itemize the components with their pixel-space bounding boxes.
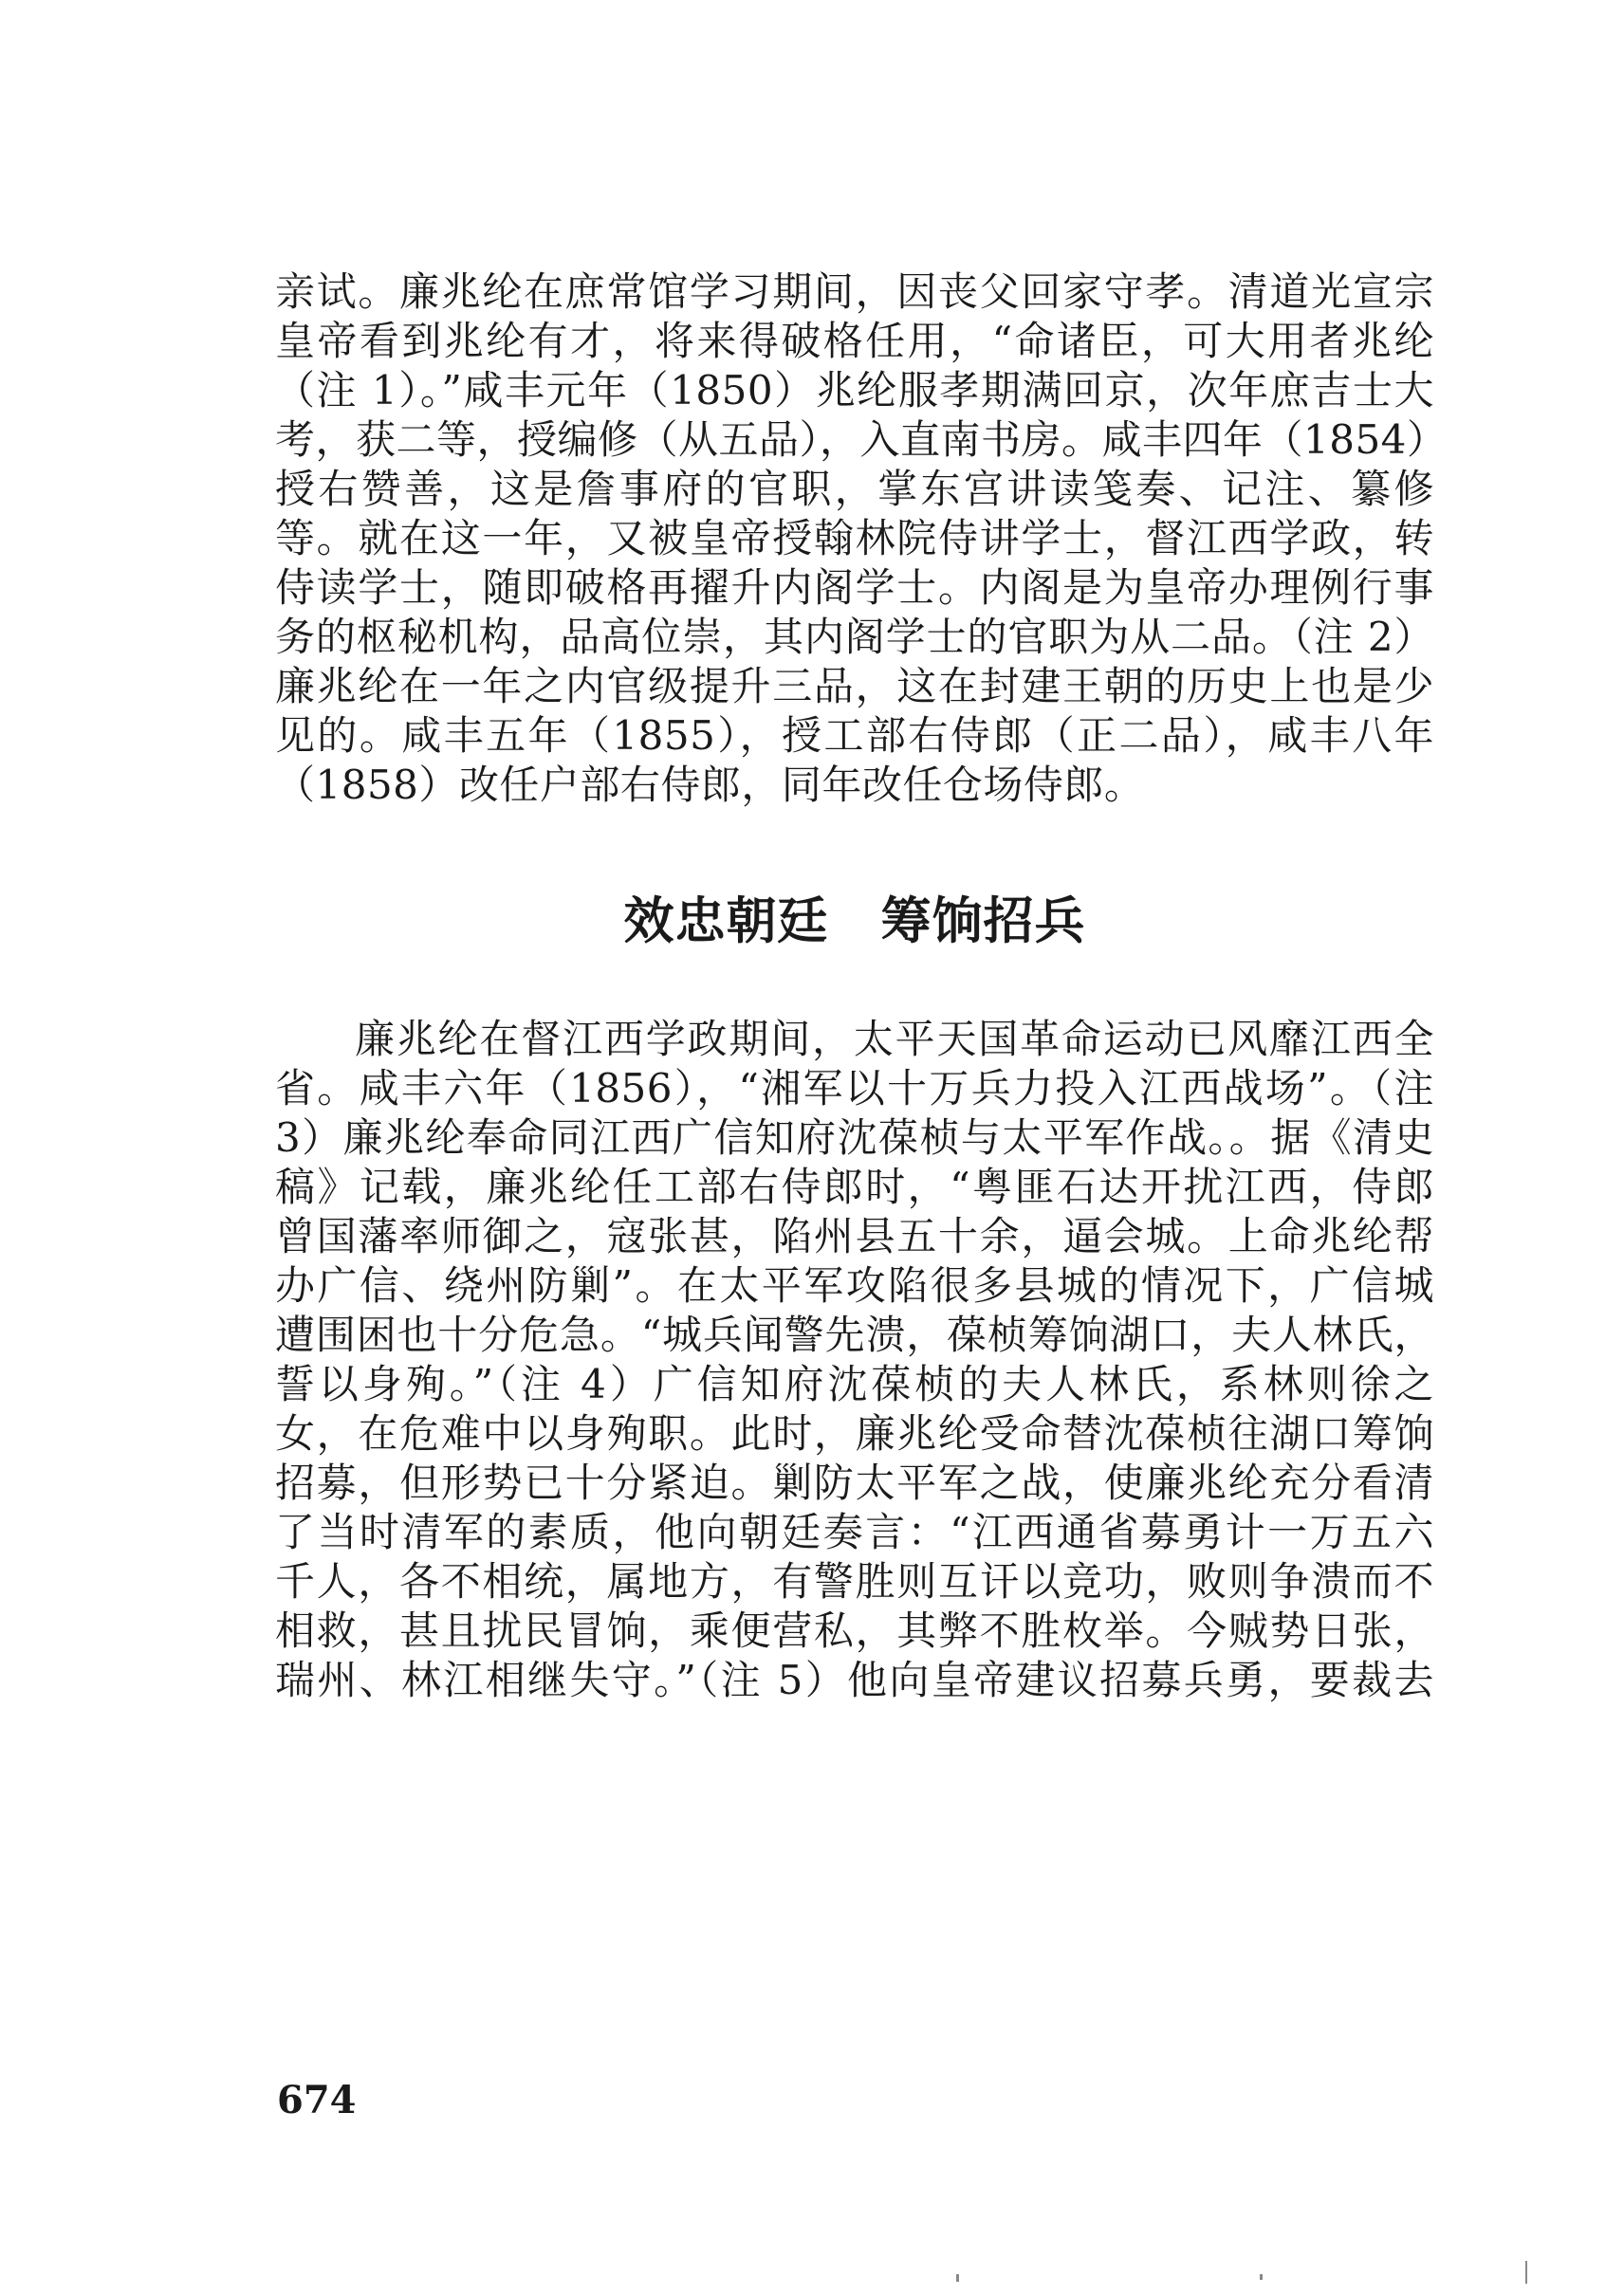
text-line: 遭围困也十分危急。“城兵闻警先溃，葆桢筹饷湖口，夫人林氏， [275, 1312, 1434, 1358]
text-line: 务的枢秘机构，品高位崇，其内阁学士的官职为从二品。（注 2） [275, 614, 1434, 660]
text-line: 廉兆纶在一年之内官级提升三品，这在封建王朝的历史上也是少 [275, 663, 1434, 709]
text-line: 亲试。廉兆纶在庶常馆学习期间，因丧父回家守孝。清道光宣宗 [275, 268, 1434, 315]
text-line: 誓以身殉。”（注 4）广信知府沈葆桢的夫人林氏，系林则徐之 [275, 1361, 1434, 1407]
scan-speck [1525, 2261, 1527, 2284]
section-heading-part-2: 筹饷招兵 [880, 892, 1086, 950]
text-line: 考，获二等，授编修（从五品），入直南书房。咸丰四年（1854） [275, 416, 1448, 463]
text-line: 瑞州、林江相继失守。”（注 5）他向皇帝建议招募兵勇，要裁去 [275, 1657, 1434, 1703]
text-line: 稿》记载，廉兆纶任工部右侍郎时，“粤匪石达开扰江西，侍郎 [275, 1164, 1434, 1210]
text-line: 曾国藩率师御之，寇张甚，陷州县五十余，逼会城。上命兆纶帮 [275, 1213, 1434, 1259]
text-line: 省。咸丰六年（1856），“湘军以十万兵力投入江西战场”。（注 [275, 1065, 1434, 1111]
paragraph-2 [275, 1015, 1434, 1705]
text-line: 招募，但形势已十分紧迫。剿防太平军之战，使廉兆纶充分看清 [275, 1460, 1434, 1506]
paragraph-1 [275, 267, 1448, 810]
text-line: （1858）改任户部右侍郎，同年改任仓场侍郎。 [275, 762, 1145, 808]
page-body [275, 267, 1448, 1705]
text-line: 办广信、绕州防剿”。在太平军攻陷很多县城的情况下，广信城 [275, 1262, 1434, 1309]
text-line: 千人，各不相统，属地方，有警胜则互讦以竞功，败则争溃而不 [275, 1558, 1434, 1605]
text-line: 侍读学士，随即破格再擢升内阁学士。内阁是为皇帝办理例行事 [275, 564, 1434, 611]
section-heading [275, 884, 1434, 960]
text-line: 见的。咸丰五年（1855），授工部右侍郎（正二品），咸丰八年 [275, 712, 1434, 759]
text-line: 相救，甚且扰民冒饷，乘便营私，其弊不胜枚举。今贼势日张， [275, 1607, 1434, 1654]
text-line: （注 1）。”咸丰元年（1850）兆纶服孝期满回京，次年庶吉士大 [275, 367, 1434, 413]
section-heading-part-1: 效忠朝廷 [623, 892, 829, 950]
page-number: 674 [277, 2078, 357, 2122]
text-line: 等。就在这一年，又被皇帝授翰林院侍讲学士，督江西学政，转 [275, 515, 1434, 561]
text-line: 女，在危难中以身殉职。此时，廉兆纶受命替沈葆桢往湖口筹饷 [275, 1410, 1434, 1457]
text-line: 3）廉兆纶奉命同江西广信知府沈葆桢与太平军作战。。据《清史 [275, 1114, 1434, 1161]
text-line: 廉兆纶在督江西学政期间，太平天国革命运动已风靡江西全 [355, 1016, 1434, 1062]
scan-speck [956, 2274, 959, 2282]
scan-speck [1260, 2274, 1263, 2280]
text-line: 授右赞善，这是詹事府的官职，掌东宫讲读笺奏、记注、纂修 [275, 466, 1434, 512]
text-line: 皇帝看到兆纶有才，将来得破格任用，“命诸臣，可大用者兆纶 [275, 318, 1434, 364]
text-line: 了当时清军的素质，他向朝廷奏言：“江西通省募勇计一万五六 [275, 1509, 1434, 1555]
